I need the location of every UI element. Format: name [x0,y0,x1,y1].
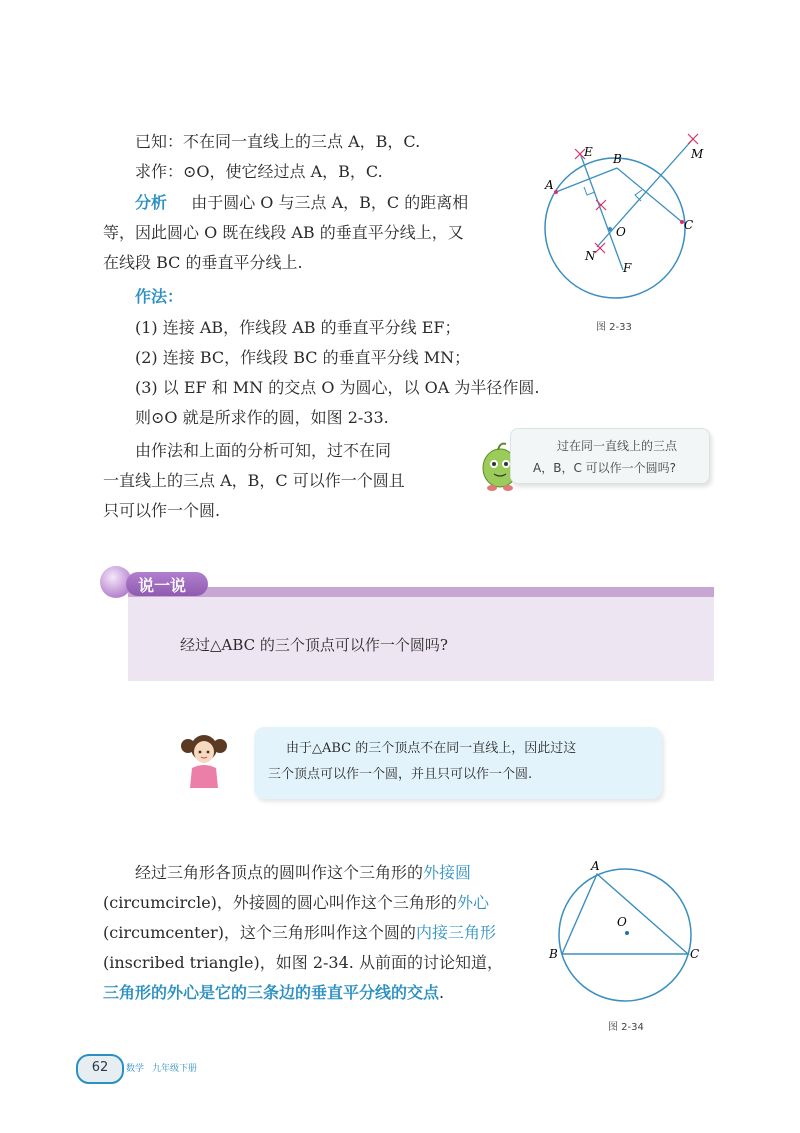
known-line: 已知：不在同一直线上的三点 A，B，C. [135,132,421,151]
fig34-center-point [625,931,629,935]
footer-subject: 数学 [126,1064,145,1074]
fig33-label-n: N [585,249,596,263]
def-l1-text: 经过三角形各顶点的圆叫作这个三角形的 [135,863,424,882]
discuss-title: 说一说 [138,576,187,595]
term-circumcircle: 外接圆 [423,863,472,882]
fig33-label-m: M [691,147,704,161]
fig34-label-a: A [591,859,600,873]
fig33-label-o: O [616,225,626,239]
definition-line-3 [103,918,496,948]
definition-line-1 [135,858,471,888]
answer-bubble [254,727,662,799]
fig34-circle [559,869,691,1001]
def-l2-text: (circumcircle)，外接圆的圆心叫作这个三角形的 [103,893,457,912]
fig33-bisector-mn [597,139,693,247]
definition-line-2 [103,888,489,918]
summary-line-1: 由作法和上面的分析可知，过不在同 [135,441,392,460]
definition-line-4: (inscribed triangle)，如图 2-34. 从前面的讨论知道， [103,953,503,972]
tip-line-2: A，B，C 可以作一个圆吗? [533,461,677,475]
answer-line-2: 三个顶点可以作一个圆，并且只可以作一个圆. [268,767,533,782]
method-label: 作法： [135,287,184,306]
discuss-question: 经过△ABC 的三个顶点可以作一个圆吗? [180,636,448,654]
fig34-label-c: C [690,947,700,961]
discuss-header [100,566,210,598]
figure-2-33 [535,125,735,325]
method-step-1: (1) 连接 AB，作线段 AB 的垂直平分线 EF； [135,318,461,337]
term-circumcenter: 外心 [456,893,489,912]
fig33-point-o [608,227,612,231]
analysis-line-1 [135,188,468,218]
fig33-caption: 图 2-33 [596,322,632,333]
summary-line-2: 一直线上的三点 A，B，C 可以作一个圆且 [103,471,405,490]
fig34-label-b: B [549,947,558,961]
analysis-label: 分析 [135,193,168,212]
figure-2-34 [545,858,715,1008]
analysis-line-3: 在线段 BC 的垂直平分线上. [103,253,303,272]
girl-icon [180,728,228,792]
theorem-text: 三角形的外心是它的三条边的垂直平分线的交点 [103,983,440,1002]
tip-bubble [510,428,710,484]
discuss-bar [128,587,714,597]
term-inscribed-triangle: 内接三角形 [415,923,496,942]
method-step-3: (3) 以 EF 和 MN 的交点 O 为圆心，以 OA 为半径作圆. [135,378,540,397]
summary-line-3: 只可以作一个圆. [103,501,221,520]
find-line: 求作：⊙O，使它经过点 A，B，C. [135,162,383,181]
method-conclusion: 则⊙O 就是所求作的圆，如图 2-33. [135,408,389,427]
page-number-badge [76,1054,124,1084]
answer-line-1: 由于△ABC 的三个顶点不在同一直线上，因此过这 [286,741,577,756]
fig33-label-c: C [684,218,694,232]
fig34-label-o: O [617,915,627,929]
analysis-text-1: 由于圆心 O 与三点 A，B，C 的距离相 [191,193,469,212]
fig33-circle [545,158,685,298]
def-l3-text: (circumcenter)，这个三角形叫作这个圆的 [103,923,416,942]
def-l5-end: . [439,983,445,1002]
fig33-point-a [554,190,558,194]
fig33-label-f: F [623,261,632,275]
page-number: 62 [91,1060,109,1075]
tip-line-1: 过在同一直线上的三点 [557,439,678,453]
fig34-caption: 图 2-34 [608,1022,644,1033]
method-step-2: (2) 连接 BC，作线段 BC 的垂直平分线 MN； [135,348,471,367]
definition-line-5 [103,978,444,1008]
footer-grade: 九年级下册 [152,1064,198,1074]
fig33-label-b: B [613,152,622,166]
fig33-label-a: A [545,178,554,192]
analysis-line-2: 等，因此圆心 O 既在线段 AB 的垂直平分线上，又 [103,223,464,242]
fig33-label-e: E [584,145,593,159]
